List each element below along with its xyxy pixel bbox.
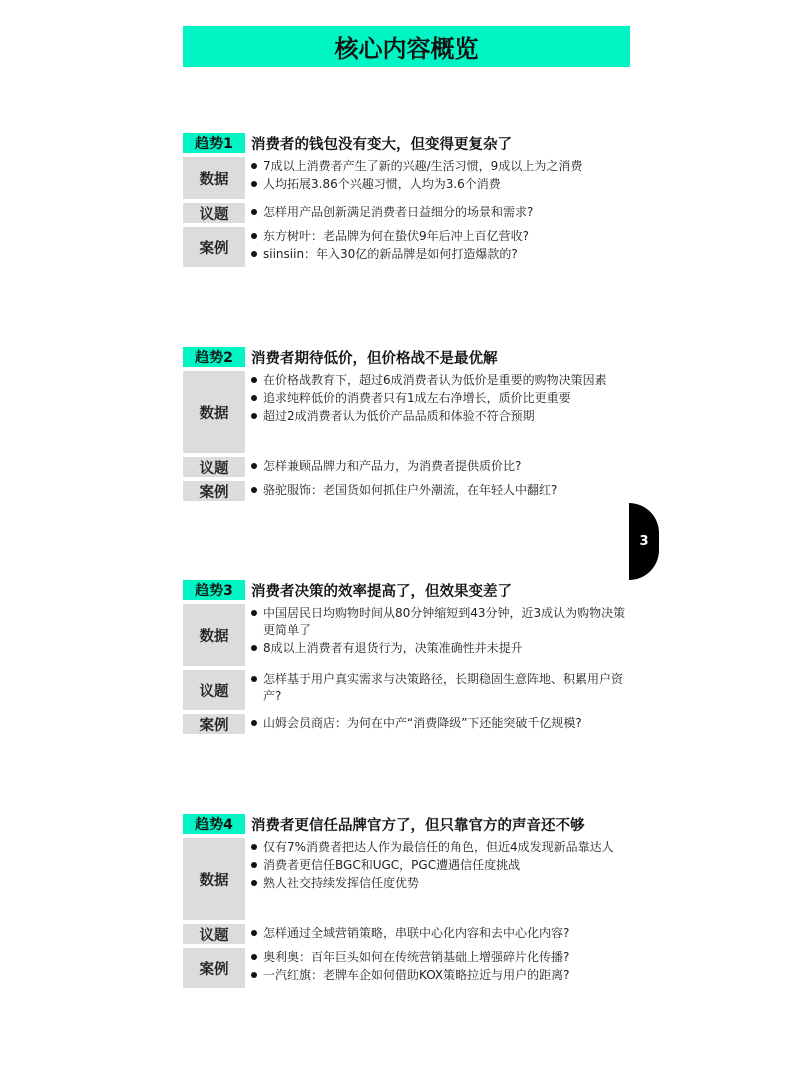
case-list: [245, 481, 633, 501]
trend-section-2: [183, 347, 633, 505]
data-list: [245, 371, 633, 453]
list-item: siinsiin：年入30亿的新品牌是如何打造爆款的?: [250, 246, 633, 263]
list-item: 7成以上消费者产生了新的兴趣/生活习惯，9成以上为之消费: [250, 158, 633, 175]
case-row: [183, 227, 633, 267]
trend-header: [183, 814, 633, 834]
data-row: [183, 371, 633, 453]
issue-label: 议题: [183, 924, 245, 944]
list-item: 仅有7%消费者把达人作为最信任的角色，但近4成发现新品靠达人: [250, 839, 633, 856]
issue-list: [245, 457, 633, 477]
list-item: 熟人社交持续发挥信任度优势: [250, 875, 633, 892]
trend-title: 消费者的钱包没有变大，但变得更复杂了: [251, 136, 512, 153]
list-item: 怎样兼顾品牌力和产品力，为消费者提供质价比?: [250, 458, 633, 475]
data-list: [245, 157, 633, 199]
data-row: [183, 157, 633, 199]
data-list: [245, 604, 633, 666]
list-item: 消费者更信任BGC和UGC，PGC遭遇信任度挑战: [250, 857, 633, 874]
data-row: [183, 838, 633, 920]
case-row: [183, 948, 633, 988]
issue-row: [183, 457, 633, 477]
issue-list: [245, 924, 633, 944]
issue-row: [183, 670, 633, 710]
trend-title: 消费者决策的效率提高了，但效果变差了: [251, 583, 512, 600]
list-item: 人均拓展3.86个兴趣习惯，人均为3.6个消费: [250, 176, 633, 193]
trend-tag: 趋势2: [183, 347, 245, 367]
trend-tag: 趋势1: [183, 133, 245, 153]
page-title: 核心内容概览: [183, 26, 630, 67]
case-list: [245, 948, 633, 988]
list-item: 怎样基于用户真实需求与决策路径，长期稳固生意阵地、积累用户资产?: [250, 671, 633, 705]
case-label: 案例: [183, 948, 245, 988]
case-list: [245, 714, 633, 734]
list-item: 一汽红旗：老牌车企如何借助KOX策略拉近与用户的距离?: [250, 967, 633, 984]
issue-list: [245, 670, 633, 710]
case-label: 案例: [183, 481, 245, 501]
trend-header: [183, 580, 633, 600]
case-row: [183, 481, 633, 501]
data-label: 数据: [183, 604, 245, 666]
trend-title: 消费者期待低价，但价格战不是最优解: [251, 350, 498, 367]
issue-row: [183, 203, 633, 223]
case-row: [183, 714, 633, 734]
list-item: 怎样用产品创新满足消费者日益细分的场景和需求?: [250, 204, 633, 221]
list-item: 中国居民日均购物时间从80分钟缩短到43分钟，近3成认为购物决策更简单了: [250, 605, 633, 639]
case-list: [245, 227, 633, 267]
issue-row: [183, 924, 633, 944]
issue-label: 议题: [183, 670, 245, 710]
data-label: 数据: [183, 157, 245, 199]
data-row: [183, 604, 633, 666]
data-label: 数据: [183, 838, 245, 920]
list-item: 奥利奥：百年巨头如何在传统营销基础上增强碎片化传播?: [250, 949, 633, 966]
list-item: 超过2成消费者认为低价产品品质和体验不符合预期: [250, 408, 633, 425]
data-label: 数据: [183, 371, 245, 453]
trend-header: [183, 347, 633, 367]
list-item: 骆驼服饰：老国货如何抓住户外潮流，在年轻人中翻红?: [250, 482, 633, 499]
issue-label: 议题: [183, 203, 245, 223]
trend-tag: 趋势4: [183, 814, 245, 834]
list-item: 怎样通过全域营销策略，串联中心化内容和去中心化内容?: [250, 925, 633, 942]
trend-section-4: [183, 814, 633, 992]
issue-list: [245, 203, 633, 223]
trend-title: 消费者更信任品牌官方了，但只靠官方的声音还不够: [251, 817, 585, 834]
trend-tag: 趋势3: [183, 580, 245, 600]
page-number: 3: [639, 534, 649, 549]
trend-section-1: [183, 133, 633, 271]
list-item: 8成以上消费者有退货行为，决策准确性并未提升: [250, 640, 633, 657]
trend-section-3: [183, 580, 633, 738]
trend-header: [183, 133, 633, 153]
page-number-tab: [629, 503, 659, 580]
data-list: [245, 838, 633, 920]
list-item: 在价格战教育下，超过6成消费者认为低价是重要的购物决策因素: [250, 372, 633, 389]
case-label: 案例: [183, 227, 245, 267]
list-item: 东方树叶：老品牌为何在蛰伏9年后冲上百亿营收?: [250, 228, 633, 245]
issue-label: 议题: [183, 457, 245, 477]
case-label: 案例: [183, 714, 245, 734]
list-item: 追求纯粹低价的消费者只有1成左右净增长，质价比更重要: [250, 390, 633, 407]
list-item: 山姆会员商店：为何在中产“消费降级”下还能突破千亿规模?: [250, 715, 633, 732]
